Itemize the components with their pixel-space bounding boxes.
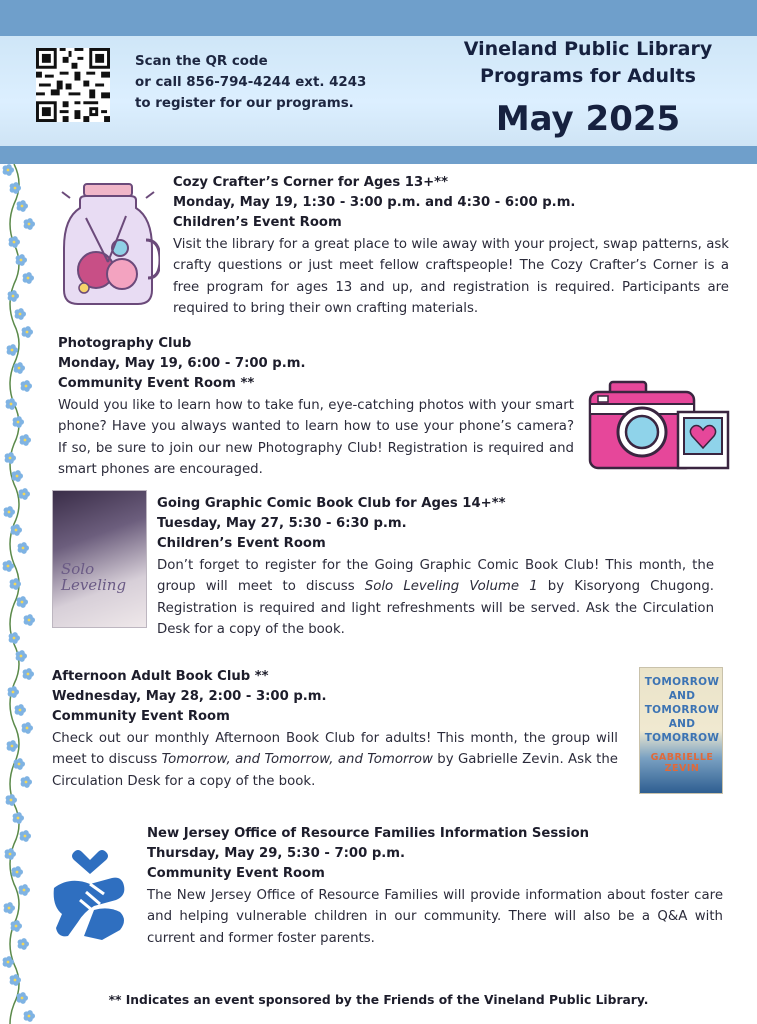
vine-flower <box>11 524 22 536</box>
vine-flower <box>4 506 15 518</box>
desc-pre: Check out our monthly Afternoon Book Club for adults! This month, the group will meet to discuss <box>52 731 618 768</box>
vine-flower <box>24 614 35 626</box>
vine-flower <box>17 596 28 608</box>
event-title: Cozy Crafter’s Corner for Ages 13+** <box>173 175 448 190</box>
vine-flower <box>15 704 26 716</box>
solo-leveling-book-cover <box>52 490 147 628</box>
vine-flower <box>14 758 25 770</box>
vine-flower <box>18 938 29 950</box>
event-date: Thursday, May 29, 5:30 - 7:00 p.m. <box>147 846 406 861</box>
top-banner-bar <box>0 0 757 36</box>
event-room: Children’s Event Room <box>173 215 342 230</box>
vine-flower <box>22 326 33 338</box>
vine-flower <box>23 272 34 284</box>
page-title <box>438 36 738 90</box>
vine-flower <box>20 830 31 842</box>
vine-flower <box>18 542 29 554</box>
desc-post: by Kisoryong Chugong. Registration is required and light refreshments will be served. Ask the Circulation Desk for a copy of the book. <box>157 579 714 637</box>
book-title: Solo Leveling Volume 1 <box>364 579 538 595</box>
vine-flower <box>16 254 27 266</box>
sponsor-footnote: ** Indicates an event sponsored by the Friends of the Vineland Public Library. <box>108 993 649 1007</box>
event-title: Going Graphic Comic Book Club for Ages 14+** <box>157 496 506 511</box>
event-description: Visit the library for a great place to wile away with your project, swap patterns, ask crafty questions or just meet fellow craftspeople! The Cozy Crafter’s Corner is a free program for ages 13 and up, and registration is required. Participants are required to bring their own crafting materials. <box>173 237 729 316</box>
flower-vine-decoration <box>0 164 44 1024</box>
vine-flower <box>12 866 23 878</box>
vine-flower <box>9 236 20 248</box>
vine-flower <box>21 380 32 392</box>
vine-flower <box>5 848 16 860</box>
vine-flower <box>13 416 24 428</box>
title-line-2: Programs for Adults <box>480 65 696 87</box>
cover-author: GABRIELLE ZEVIN <box>650 752 714 774</box>
event-description <box>157 555 714 640</box>
register-line-3: to register for our programs. <box>135 96 354 111</box>
event-photography-club <box>58 334 574 480</box>
event-room: Children’s Event Room <box>157 536 326 551</box>
book-title: Tomorrow, and Tomorrow, and Tomorrow <box>161 752 433 768</box>
event-room: Community Event Room <box>147 866 325 881</box>
vine-flower <box>22 722 33 734</box>
vine-flower <box>8 290 19 302</box>
vine-flower <box>24 218 35 230</box>
vine-flower <box>13 812 24 824</box>
register-phone-line[interactable]: or call 856-794-4244 ext. 4243 <box>135 75 367 90</box>
vine-flower <box>11 920 22 932</box>
register-line-1: Scan the QR code <box>135 54 268 69</box>
vine-flower <box>15 308 26 320</box>
vine-flower <box>14 362 25 374</box>
desc-pre: Don’t forget to register for the Going Graphic Comic Book Club! This month, the group will meet to discuss <box>157 558 714 595</box>
cover-title-line-1: Solo <box>61 560 95 578</box>
vine-flower <box>19 488 30 500</box>
vine-flower <box>7 740 18 752</box>
craft-jar-icon <box>56 178 160 310</box>
event-afternoon-adult-book-club <box>52 667 618 792</box>
vine-flower <box>19 884 30 896</box>
tomorrow-book-cover <box>639 667 723 794</box>
event-date: Wednesday, May 28, 2:00 - 3:00 p.m. <box>52 689 327 704</box>
event-title: Photography Club <box>58 336 192 351</box>
vine-flower <box>24 1010 35 1022</box>
cover-title-line-2: Leveling <box>61 576 127 594</box>
vine-flower <box>6 794 17 806</box>
vine-flower <box>3 164 14 176</box>
heart-hands-icon <box>50 848 130 940</box>
vine-flower <box>7 344 18 356</box>
event-resource-families-info-session <box>147 824 723 949</box>
event-going-graphic-comic-club <box>157 494 714 640</box>
cover-title: TOMORROW AND TOMORROW AND TOMORROW <box>644 676 720 744</box>
event-room: Community Event Room ** <box>58 376 255 391</box>
camera-icon <box>588 380 732 472</box>
event-date: Monday, May 19, 6:00 - 7:00 p.m. <box>58 356 306 371</box>
event-description: Would you like to learn how to take fun, eye-catching photos with your smart phone? Have you always wanted to learn how to use your phone’s camera? If so, be sure to join our new Photography Club! Registration is required and smart phones are encouraged. <box>58 398 574 477</box>
vine-flower <box>21 776 32 788</box>
title-line-1: Vineland Public Library <box>463 38 713 60</box>
vine-flower <box>20 434 31 446</box>
vine-flower <box>23 668 34 680</box>
event-cozy-crafters-corner <box>173 173 729 319</box>
vine-flower <box>8 686 19 698</box>
header-divider-bar <box>0 146 757 164</box>
vine-flower <box>3 560 14 572</box>
vine-flower <box>17 200 28 212</box>
event-date: Tuesday, May 27, 5:30 - 6:30 p.m. <box>157 516 407 531</box>
qr-code-icon[interactable] <box>36 48 110 122</box>
event-room: Community Event Room <box>52 709 230 724</box>
event-date: Monday, May 19, 1:30 - 3:00 p.m. and 4:30 - 6:00 p.m. <box>173 195 576 210</box>
event-description: The New Jersey Office of Resource Families will provide information about foster care and helping vulnerable children in our community. There will also be a Q&A with current and former foster parents. <box>147 888 723 946</box>
event-title: New Jersey Office of Resource Families Information Session <box>147 826 590 841</box>
month-heading: May 2025 <box>495 99 681 139</box>
vine-flower <box>4 902 15 914</box>
vine-flower <box>5 452 16 464</box>
cover-title <box>61 561 126 593</box>
registration-info <box>135 51 405 114</box>
vine-flower <box>9 632 20 644</box>
event-title: Afternoon Adult Book Club ** <box>52 669 269 684</box>
event-description <box>52 728 618 792</box>
desc-post: by Gabrielle Zevin. Ask the Circulation Desk for a copy of the book. <box>52 752 618 789</box>
vine-flower <box>12 470 23 482</box>
vine-flower <box>16 650 27 662</box>
